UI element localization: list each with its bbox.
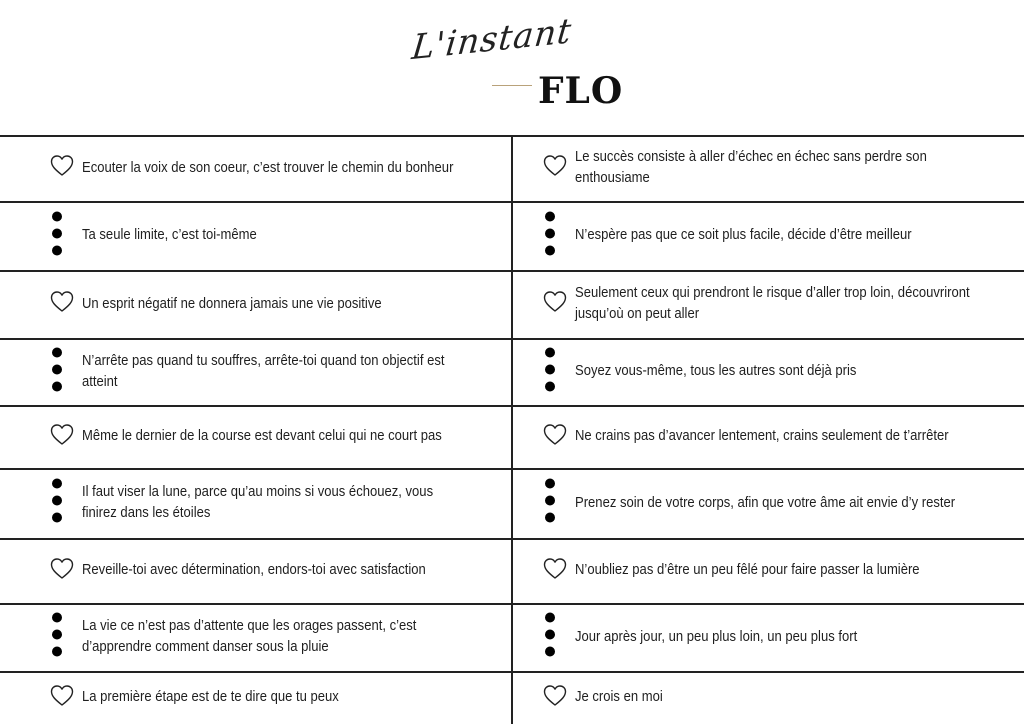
quotes-grid <box>0 135 1024 724</box>
heart-icon <box>50 557 74 584</box>
quote-text: Je crois en moi <box>575 689 663 705</box>
dots-icon <box>50 478 64 529</box>
dots-icon <box>543 612 557 663</box>
quote-cell-right <box>513 538 1024 603</box>
quote-cell-right <box>513 135 1024 201</box>
heart-icon <box>50 684 74 711</box>
quote-cell-right <box>513 338 1024 405</box>
quote-text: Le succès consiste à aller d’échec en échec sans perdre son enthousiame <box>575 149 927 186</box>
quote-text: La vie ce n’est pas d’attente que les orages passent, c’est d’apprendre comment danser sous la pluie <box>82 618 417 655</box>
quote-cell-left <box>0 603 511 671</box>
heart-icon <box>543 291 567 318</box>
quote-cell-left <box>0 671 511 724</box>
dots-icon <box>543 346 557 397</box>
heart-icon <box>50 291 74 318</box>
quote-text: Prenez soin de votre corps, afin que votre âme ait envie d’y rester <box>575 494 956 511</box>
quote-text: La première étape est de te dire que tu peux <box>82 689 339 705</box>
quote-text: Reveille-toi avec détermination, endors-toi avec satisfaction <box>82 562 426 578</box>
quote-cell-left <box>0 468 511 538</box>
quote-text: Ecouter la voix de son coeur, c’est trouver le chemin du bonheur <box>82 159 454 176</box>
quote-text: Un esprit négatif ne donnera jamais une vie positive <box>82 295 382 312</box>
dots-icon <box>543 478 557 529</box>
quote-cell-right <box>513 201 1024 270</box>
heart-icon <box>543 423 567 450</box>
quote-cell-left <box>0 270 511 338</box>
quote-cell-right <box>513 671 1024 724</box>
quote-text: Soyez vous-même, tous les autres sont déjà pris <box>575 363 857 379</box>
quote-cell-right <box>513 270 1024 338</box>
quote-text: N’arrête pas quand tu souffres, arrête-toi quand ton objectif est atteint <box>82 352 445 390</box>
quote-cell-left <box>0 538 511 603</box>
quote-text: Même le dernier de la course est devant celui qui ne court pas <box>82 428 442 444</box>
logo-name: FLO <box>538 70 624 112</box>
heart-icon <box>543 684 567 711</box>
quote-cell-right <box>513 603 1024 671</box>
quote-cell-left <box>0 405 511 468</box>
logo-underline <box>492 85 532 86</box>
quote-text: N’espère pas que ce soit plus facile, décide d’être meilleur <box>575 227 912 243</box>
heart-icon <box>50 423 74 450</box>
quote-cell-left <box>0 201 511 270</box>
heart-icon <box>543 155 567 182</box>
dots-icon <box>50 210 64 261</box>
quote-cell-left <box>0 338 511 405</box>
quote-cell-left <box>0 135 511 201</box>
quote-text: Seulement ceux qui prendront le risque d’aller trop loin, découvriront jusqu’où on peut aller <box>575 285 970 322</box>
logo <box>400 10 630 110</box>
heart-icon <box>543 557 567 584</box>
heart-icon <box>50 155 74 182</box>
dots-icon <box>50 612 64 663</box>
quote-text: Il faut viser la lune, parce qu’au moins si vous échouez, vous finirez dans les étoiles <box>82 484 434 521</box>
dots-icon <box>50 346 64 397</box>
logo-script: L'instant <box>409 10 574 69</box>
quote-text: N’oubliez pas d’être un peu fêlé pour faire passer la lumière <box>575 562 920 578</box>
dots-icon <box>543 210 557 261</box>
quote-cell-right <box>513 405 1024 468</box>
quote-text: Ne crains pas d’avancer lentement, crains seulement de t’arrêter <box>575 428 949 444</box>
quote-text: Jour après jour, un peu plus loin, un peu plus fort <box>575 628 858 645</box>
quote-text: Ta seule limite, c’est toi-même <box>82 227 257 243</box>
quote-cell-right <box>513 468 1024 538</box>
